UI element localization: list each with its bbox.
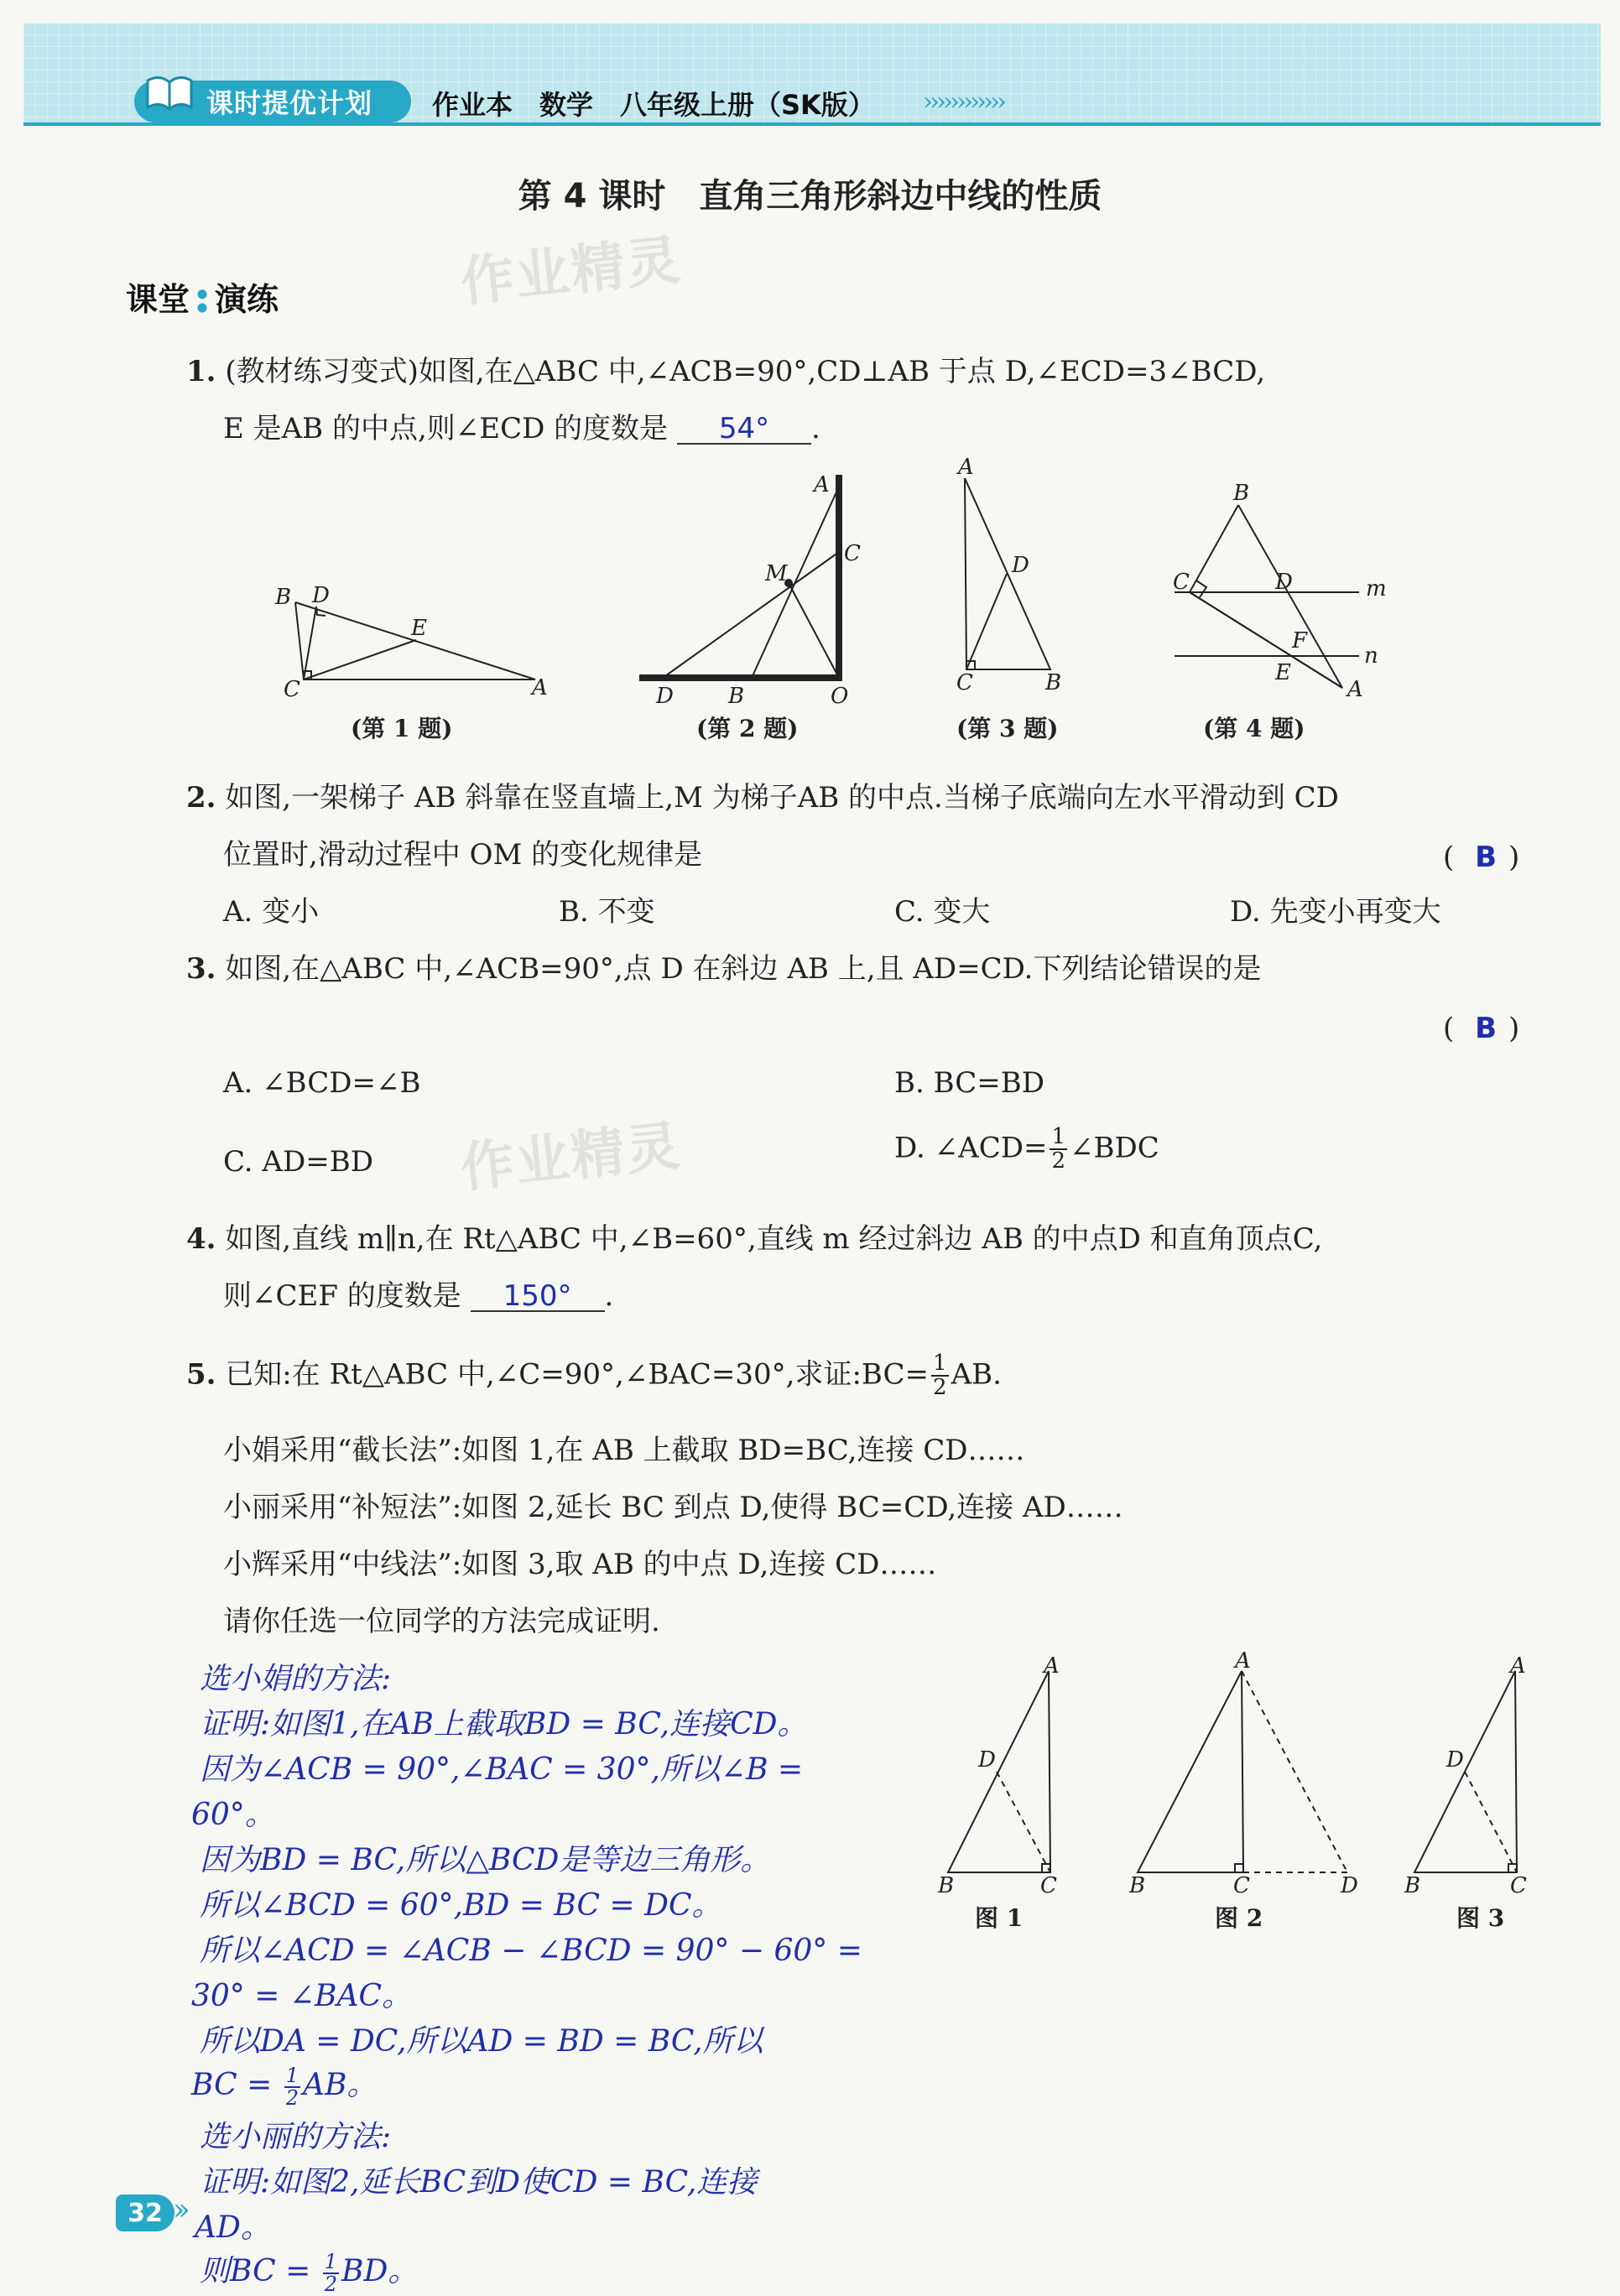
section-heading-left: 课堂 — [126, 281, 190, 318]
q3-choice-a: A. ∠BCD=∠B — [223, 1066, 421, 1100]
q5-text-post: AB. — [951, 1357, 1002, 1392]
fig4-label-n: n — [1364, 643, 1378, 669]
figure-q4 — [1175, 505, 1359, 688]
solution-frac-post: AB。 — [303, 2068, 378, 2103]
q3-number: 3. — [186, 952, 216, 986]
q1-end: . — [810, 412, 820, 445]
q3-choice-d-post: ∠BDC — [1070, 1131, 1159, 1165]
fig3-label-c: C — [956, 670, 973, 695]
q5-method-3: 小辉采用“中线法”:如图 3,取 AB 的中点 D,连接 CD…… — [223, 1548, 937, 1581]
solution-line-5: 因为BD = BC,所以△BCD是等边三角形。 — [200, 1843, 771, 1877]
q5-fig3-label-b: B — [1404, 1873, 1421, 1898]
q5-fig2-label-c: C — [1233, 1873, 1250, 1898]
q2-answer: B — [1475, 841, 1497, 874]
solution-last-pre: 则BC = — [200, 2254, 320, 2289]
q5-figure-1 — [948, 1671, 1050, 1872]
q5-method-1: 小娟采用“截长法”:如图 1,在 AB 上截取 BD=BC,连接 CD…… — [223, 1434, 1025, 1467]
q2-choice-c: C. 变大 — [894, 895, 991, 929]
fig2-label-c: C — [844, 541, 861, 566]
q2-choice-a: A. 变小 — [223, 895, 320, 929]
fig1-label-e: E — [411, 616, 427, 641]
fig4-label-f: F — [1292, 628, 1308, 653]
q5-figure-3-labels — [1404, 1653, 1527, 1898]
q5-line1 — [186, 1352, 1002, 1400]
q5-figures — [923, 1648, 1560, 1946]
q2-answer-paren: ( B ) — [1443, 841, 1520, 874]
solution-frac-pre: BC = — [191, 2068, 282, 2103]
solution-line-11: 选小丽的方法: — [200, 2120, 392, 2154]
q4-text2: 则∠CEF 的度数是 — [223, 1279, 461, 1313]
fig4-label-b: B — [1233, 481, 1250, 506]
fig2-label-b: B — [728, 684, 745, 709]
solution-last-fraction — [323, 2252, 339, 2295]
q5-caption-3: 图 3 — [1456, 1904, 1505, 1932]
section-heading — [126, 273, 279, 320]
q1-number: 1. — [186, 355, 216, 388]
q1-line2 — [223, 414, 820, 445]
page-number: 32 — [116, 2194, 175, 2231]
q5-fig1-label-c: C — [1040, 1873, 1057, 1898]
q5-fig2-label-a: A — [1235, 1648, 1251, 1674]
solution-last-num: 1 — [324, 2250, 338, 2273]
solution-line-7: 所以∠ACD = ∠ACB − ∠BCD = 90° − 60° = — [200, 1934, 862, 1968]
figure-q2 — [639, 475, 842, 678]
q4-answer: 150° — [503, 1279, 572, 1313]
q5-fig2-label-d: D — [1341, 1873, 1358, 1898]
q5-fig1-label-b: B — [938, 1873, 955, 1898]
q2-text1: 如图,一架梯子 AB 斜靠在竖直墙上,M 为梯子AB 的中点.当梯子底端向左水平滑动到 CD — [225, 781, 1339, 815]
solution-line-2: 证明:如图1,在AB上截取BD = BC,连接CD。 — [200, 1707, 808, 1742]
fig2-label-m: M — [765, 561, 788, 586]
q3-answer: B — [1475, 1012, 1497, 1045]
fig4-label-d: D — [1275, 570, 1293, 595]
q1-text1: (教材练习变式)如图,在△ABC 中,∠ACB=90°,CD⊥AB 于点 D,∠ECD=3∠BCD, — [225, 355, 1266, 388]
q3-frac-den: 2 — [1051, 1148, 1066, 1174]
q5-fraction — [931, 1352, 949, 1400]
q5-fig3-label-c: C — [1510, 1873, 1527, 1898]
q4-answer-blank — [471, 1279, 605, 1313]
q5-figure-2 — [1138, 1671, 1347, 1872]
figure-captions — [351, 715, 1305, 742]
figures-row — [252, 455, 1409, 755]
fig4-label-c: C — [1173, 570, 1190, 595]
q3-text1: 如图,在△ABC 中,∠ACB=90°,点 D 在斜边 AB 上,且 AD=CD.下列结论错误的是 — [225, 952, 1262, 986]
fig1-label-b: B — [275, 585, 292, 610]
q5-frac-num: 1 — [933, 1351, 947, 1376]
q5-method-2: 小丽采用“补短法”:如图 2,延长 BC 到点 D,使得 BC=CD,连接 AD…… — [223, 1491, 1123, 1524]
page-chevron-icon: ›› — [173, 2193, 184, 2227]
brand-text: 课时提优计划 — [206, 87, 372, 119]
q3-choice-d-fraction — [1050, 1126, 1067, 1174]
solution-frac-den: 2 — [285, 2086, 299, 2111]
figure-q1 — [295, 602, 535, 679]
q5-fig1-label-a: A — [1044, 1653, 1060, 1679]
solution-line-13: AD。 — [195, 2210, 271, 2245]
q2-choice-d: D. 先变小再变大 — [1230, 895, 1441, 929]
caption-q3: (第 3 题) — [956, 715, 1059, 742]
fig3-label-b: B — [1045, 670, 1062, 695]
header-arrows: ›››››››››››› — [923, 87, 1003, 117]
q5-fig2-label-b: B — [1129, 1873, 1146, 1898]
caption-q4: (第 4 题) — [1203, 715, 1305, 742]
fig4-label-m: m — [1366, 576, 1387, 601]
fig2-label-a: A — [814, 472, 830, 497]
q3-choice-d — [894, 1126, 1159, 1174]
fig3-label-a: A — [958, 455, 974, 480]
q3-answer-paren: ( B ) — [1443, 1012, 1520, 1045]
section-dots-icon — [195, 285, 210, 315]
book-icon — [144, 70, 195, 111]
q3-frac-num: 1 — [1051, 1124, 1066, 1149]
q5-figure-captions — [975, 1904, 1504, 1932]
solution-line-9: 所以DA = DC,所以AD = BD = BC,所以 — [200, 2024, 763, 2059]
q1-text2: E 是AB 的中点,则∠ECD 的度数是 — [223, 412, 669, 445]
header-rule — [23, 122, 1601, 126]
fig1-label-c: C — [284, 677, 300, 702]
solution-line-12: 证明:如图2,延长BC到D使CD = BC,连接 — [200, 2165, 758, 2200]
q5-instruction: 请你任选一位同学的方法完成证明. — [223, 1605, 660, 1638]
q4-end: . — [604, 1279, 614, 1313]
solution-last-den: 2 — [324, 2273, 338, 2296]
q5-frac-den: 2 — [933, 1375, 947, 1401]
solution-line-10 — [191, 2065, 377, 2109]
q5-number: 5. — [186, 1357, 216, 1392]
q5-figure-3 — [1414, 1671, 1517, 1872]
header-subtitle: 作业本 数学 八年级上册（SK版） — [432, 89, 875, 121]
caption-q1: (第 1 题) — [351, 715, 453, 742]
q1-answer-blank — [677, 414, 811, 445]
solution-line-3: 因为∠ACB = 90°,∠BAC = 30°,所以∠B = — [200, 1752, 804, 1787]
watermark: 作业精灵 — [457, 1115, 685, 1200]
q5-caption-2: 图 2 — [1215, 1904, 1263, 1932]
q2-choice-b: B. 不变 — [559, 895, 655, 929]
q5-text-pre: 已知:在 Rt△ABC 中,∠C=90°,∠BAC=30°,求证:BC= — [225, 1357, 930, 1392]
q5-fig1-label-d: D — [978, 1747, 996, 1773]
q5-fig3-label-d: D — [1446, 1747, 1464, 1773]
q3-line1 — [186, 952, 1262, 986]
solution-line-8: 30° = ∠BAC。 — [191, 1979, 413, 2013]
q4-line1 — [186, 1222, 1323, 1256]
q3-choice-d-pre: D. ∠ACD= — [894, 1131, 1048, 1165]
section-heading-right: 演练 — [215, 281, 279, 318]
fig4-label-a: A — [1347, 677, 1363, 702]
q3-choice-c: C. AD=BD — [223, 1145, 373, 1179]
fig2-label-o: O — [831, 684, 849, 709]
q2-number: 2. — [186, 781, 216, 815]
q3-choice-b: B. BC=BD — [894, 1066, 1044, 1100]
watermark: 作业精灵 — [457, 229, 685, 315]
solution-frac-num: 1 — [285, 2064, 299, 2087]
q4-text1: 如图,直线 m∥n,在 Rt△ABC 中,∠B=60°,直线 m 经过斜边 AB 的中点D 和直角顶点C, — [225, 1222, 1323, 1256]
q5-caption-1: 图 1 — [975, 1904, 1024, 1932]
q4-number: 4. — [186, 1222, 216, 1256]
q5-fig3-label-a: A — [1510, 1653, 1526, 1679]
solution-last-post: BD。 — [341, 2254, 419, 2289]
lesson-title: 第 4 课时 直角三角形斜边中线的性质 — [518, 177, 1102, 216]
fig2-label-d: D — [656, 684, 674, 709]
fig4-label-e: E — [1275, 660, 1291, 685]
fig3-label-d: D — [1012, 553, 1029, 578]
q1-answer: 54° — [718, 412, 770, 445]
solution-line-4: 60°。 — [191, 1798, 275, 1832]
q1-line1 — [186, 357, 1265, 386]
solution-line-6: 所以∠BCD = 60°,BD = BC = DC。 — [200, 1888, 722, 1923]
caption-q2: (第 2 题) — [696, 715, 799, 742]
fig1-label-a: A — [532, 675, 548, 700]
figure-q3 — [965, 478, 1050, 669]
solution-fraction — [284, 2065, 300, 2109]
solution-line-1: 选小娟的方法: — [200, 1662, 392, 1696]
q2-line1 — [186, 781, 1339, 815]
q2-text2: 位置时,滑动过程中 OM 的变化规律是 — [223, 838, 703, 872]
fig1-label-d: D — [312, 583, 330, 608]
q4-line2 — [223, 1279, 614, 1313]
solution-line-14 — [200, 2252, 418, 2295]
